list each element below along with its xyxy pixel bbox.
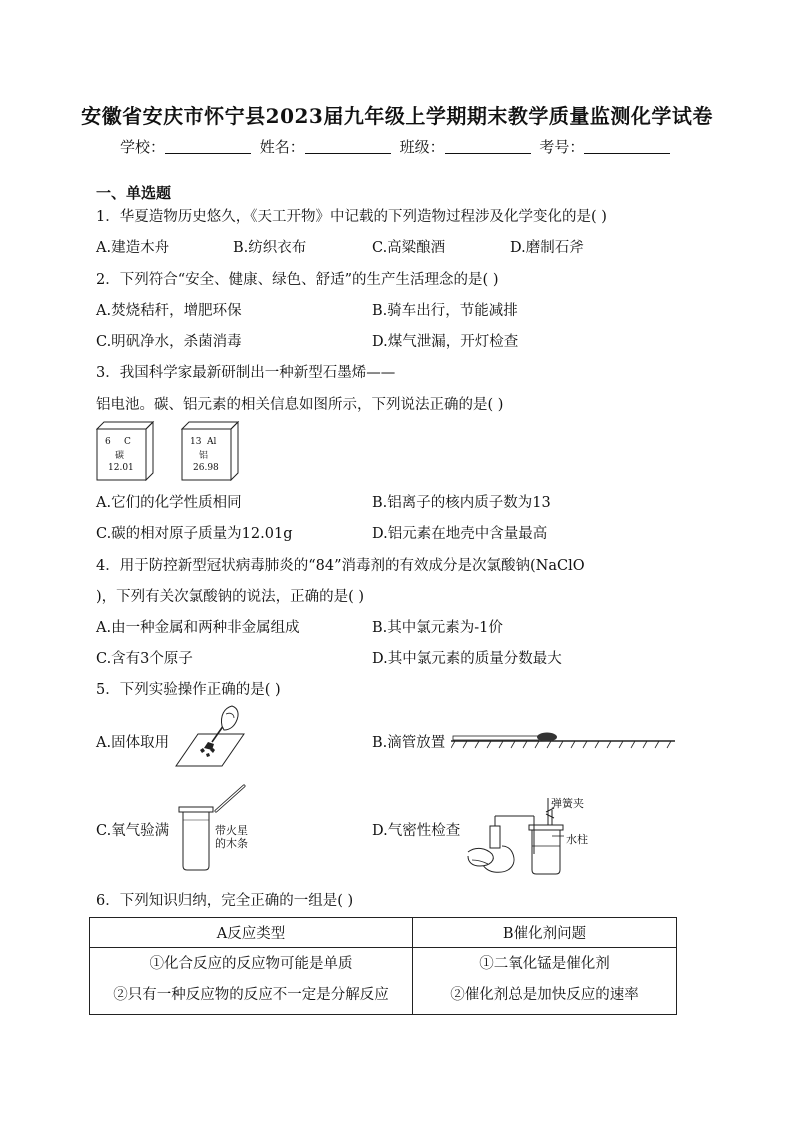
carbon-number: 6 xyxy=(105,437,111,447)
aluminum-element-card xyxy=(181,421,241,481)
q5-option-b[interactable]: B.滴管放置 xyxy=(372,735,446,751)
aluminum-symbol: Al xyxy=(207,437,217,447)
number-label: 考号： xyxy=(539,138,585,156)
class-blank[interactable] xyxy=(445,139,531,154)
q3-option-b[interactable]: B.铝离子的核内质子数为13 xyxy=(372,495,551,511)
table-b-item2: ②催化剂总是加快反应的速率 xyxy=(450,987,639,1003)
hand-icon xyxy=(221,706,238,730)
q3-option-d[interactable]: D.铝元素在地壳中含量最高 xyxy=(372,526,548,542)
q2-stem: 2．下列符合“安全、健康、绿色、舒适”的生产生活理念的是( ) xyxy=(96,272,499,288)
splint-label-line2: 的木条 xyxy=(215,837,248,850)
aluminum-name: 铝 xyxy=(199,451,209,461)
carbon-name: 碳 xyxy=(115,451,125,461)
q3-stem-line1: 3．我国科学家最新研制出一种新型石墨烯—— xyxy=(96,365,396,381)
table-a-item1: ①化合反应的反应物可能是单质 xyxy=(149,956,353,972)
q6-stem: 6．下列知识归纳，完全正确的一组是( ) xyxy=(96,893,354,909)
q1-stem: 1．华夏造物历史悠久，《天工开物》中记载的下列造物过程涉及化学变化的是( ) xyxy=(96,209,607,225)
q3-option-a[interactable]: A.它们的化学性质相同 xyxy=(96,495,242,511)
aluminum-mass: 26.98 xyxy=(193,463,219,473)
q1-option-a[interactable]: A.建造木舟 xyxy=(96,240,170,256)
water-column-label: 水柱 xyxy=(566,833,588,846)
q4-stem-line2: )，下列有关次氯酸钠的说法，正确的是( ) xyxy=(96,589,365,605)
q1-option-b[interactable]: B.纺织衣布 xyxy=(233,240,307,256)
carbon-element-card xyxy=(96,421,156,481)
name-blank[interactable] xyxy=(305,139,391,154)
knowledge-table xyxy=(89,917,677,1015)
q4-option-a[interactable]: A.由一种金属和两种非金属组成 xyxy=(96,620,300,636)
table-cell-b xyxy=(413,948,677,1015)
dropper-on-table-illustration xyxy=(451,727,677,749)
aluminum-number: 13 xyxy=(190,437,202,447)
q2-option-a[interactable]: A.焚烧秸秆，增肥环保 xyxy=(96,303,242,319)
name-label: 姓名： xyxy=(259,138,305,156)
q5-option-d[interactable]: D.气密性检查 xyxy=(372,823,461,839)
carbon-mass: 12.01 xyxy=(108,463,134,473)
solid-pickup-illustration xyxy=(174,704,246,770)
q3-option-c[interactable]: C.碳的相对原子质量为12.01g xyxy=(96,526,293,542)
class-label: 班级： xyxy=(399,138,445,156)
number-blank[interactable] xyxy=(584,139,670,154)
table-a-item2: ②只有一种反应物的反应不一定是分解反应 xyxy=(113,987,389,1003)
q5-option-a[interactable]: A.固体取用 xyxy=(96,735,170,751)
q3-stem-line2: 铝电池。碳、铝元素的相关信息如图所示，下列说法正确的是( ) xyxy=(96,397,504,413)
hand-icon xyxy=(468,848,493,866)
q4-stem-line1: 4．用于防控新型冠状病毒肺炎的“84”消毒剂的有效成分是次氯酸钠(NaClO xyxy=(96,558,585,574)
q1-option-d[interactable]: D.磨制石斧 xyxy=(510,240,584,256)
table-cell-a xyxy=(90,948,413,1015)
q5-stem: 5．下列实验操作正确的是( ) xyxy=(96,682,281,698)
water-bottle-icon xyxy=(532,830,560,874)
spring-clip-label: 弹簧夹 xyxy=(551,797,584,810)
q4-option-d[interactable]: D.其中氯元素的质量分数最大 xyxy=(372,651,562,667)
table-b-item1: ①二氧化锰是催化剂 xyxy=(479,956,610,972)
q1-option-c[interactable]: C.高粱酿酒 xyxy=(372,240,446,256)
table-head-a: A反应类型 xyxy=(90,918,413,948)
splint-label-line1: 带火星 xyxy=(215,824,248,837)
dropper-bulb-icon xyxy=(537,733,557,742)
q2-option-c[interactable]: C.明矾净水，杀菌消毒 xyxy=(96,334,242,350)
school-label: 学校： xyxy=(120,138,166,156)
dropper-tube-icon xyxy=(453,736,539,740)
q4-option-b[interactable]: B.其中氯元素为-1价 xyxy=(372,620,503,636)
school-blank[interactable] xyxy=(165,139,251,154)
q2-option-b[interactable]: B.骑车出行，节能减排 xyxy=(372,303,518,319)
student-info-line xyxy=(120,136,674,157)
carbon-symbol: C xyxy=(124,437,131,447)
page-title: 安徽省安庆市怀宁县2023届九年级上学期期末教学质量监测化学试卷 xyxy=(81,104,713,128)
q2-option-d[interactable]: D.煤气泄漏，开灯检查 xyxy=(372,334,519,350)
table-head-b: B催化剂问题 xyxy=(413,918,677,948)
table-header-row xyxy=(90,918,677,948)
section-heading: 一、单选题 xyxy=(96,184,172,202)
q5-option-c[interactable]: C.氧气验满 xyxy=(96,823,170,839)
gas-bottle-icon xyxy=(183,812,209,870)
table-row xyxy=(90,948,677,1015)
q4-option-c[interactable]: C.含有3个原子 xyxy=(96,651,193,667)
